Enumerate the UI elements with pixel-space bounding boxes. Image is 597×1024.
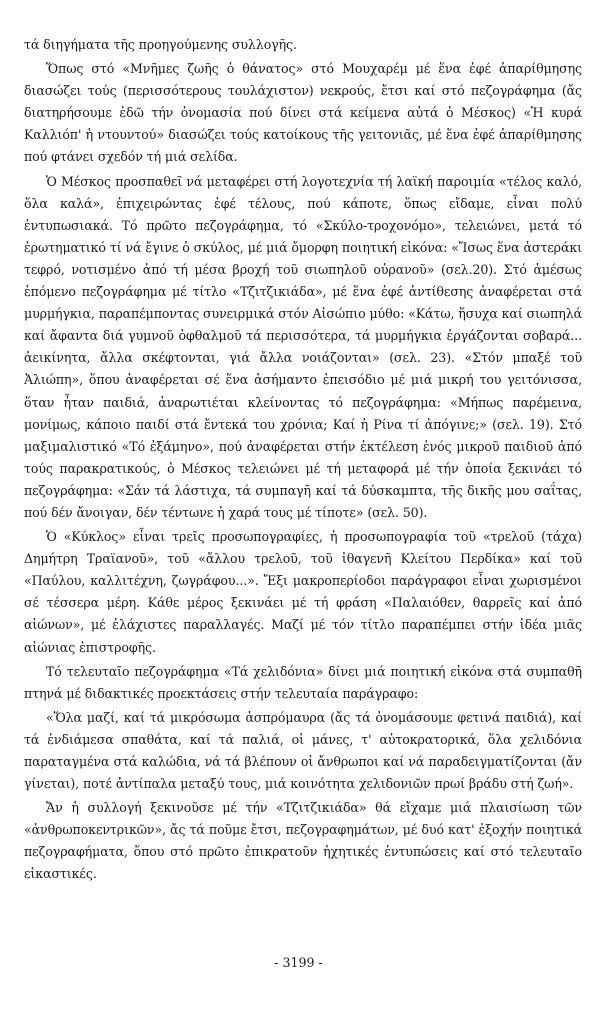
paragraph-chelidonia-quote: «Ὅλα μαζί, καί τά μικρόσωμα ἀσπρόμαυρα (ἄς τά ὀνομάσουμε φετινά παιδιά), καί τά ἐνδιάμεσα σπαθάτα, καί τά παλιά, οἱ μάνες, τ' αὐτοκρατορικά, ὅλα χελιδόνια παραταγμένα στά καλώδια, νά τά βλέπουν οἱ ἄνθρωποι καί νά παραδειγματίζονται (ἄν γίνεται), ποτέ ἀντίπαλα μεταξύ τους, μιά κοινότητα χελιδονιῶν πρωί βράδυ στή ζωή». [24, 709, 582, 792]
paragraph-chelidonia-intro: Τό τελευταῖο πεζογράφημα «Τά χελιδόνια» δίνει μιά ποιητική εἰκόνα στά συμπαθῆ πτηνά μέ διδακτικές προεκτάσεις στήν τελευταία παράγραφο: [24, 663, 582, 701]
paragraph-continuation: τά διηγήματα τῆς προηγούμενης συλλογῆς. [24, 37, 297, 52]
paragraph-mnimes-zois: Ὅπως στό «Μνῆμες ζωῆς ὁ θάνατος» στό Μουχαρέμ μέ ἕνα ἐφέ ἀπαρίθμησης διασώζει τούς (περισσότερους τουλάχιστον) νεκρούς, ἔτσι καί στό πεζογράφημα (ἄς διατηρήσουμε ἐδῶ τήν ὀνομασία πού δίνει στά κείμενα αὐτά ὁ Μέσκος) «Ἡ κυρά Καλλιόπ' ἡ ντουντού» διασώζει τούς κατοίκους τῆς γειτονιᾶς, μέ ἕνα ἐφέ ἀπαρίθμησης πού φτάνει σχεδόν τή μιά σελίδα. [24, 61, 582, 165]
paragraph-kyklos: Ὁ «Κύκλος» εἶναι τρεῖς προσωπογραφίες, ἡ προσωπογραφία τοῦ «τρελοῦ (τάχα) Δημήτρη Τραϊανοῦ», τοῦ «ἄλλου τρελοῦ, τοῦ ἰθαγενῆ Κλείτου Περδίκα» καί τοῦ «Παύλου, καλλιτέχνη, ζωγράφου...». Ἔξι μακροπερίοδοι παράγραφοι εἶναι χωρισμένοι σέ τέσσερα μέρη. Κάθε μέρος ξεκινάει μέ τή φράση «Παλαιόθεν, θαρρεῖς καί ἀπό αἰώνων», μέ ἐλάχιστες παραλλαγές. Μαζί μέ τόν τίτλο παραπέμπει στήν ἰδέα μιᾶς αἰώνιας ἐπιστροφῆς. [24, 529, 582, 655]
paragraph-telos-kalo: Ὁ Μέσκος προσπαθεῖ νά μεταφέρει στή λογοτεχνία τή λαϊκή παροιμία «τέλος καλό, ὅλα καλά», ἐπιχειρώντας ἐφέ τέλους, πού κάποτε, ὅπως εἴδαμε, εἶναι πολύ ἐντυπωσιακά. Τό πρῶτο πεζογράφημα, τό «Σκύλο-τροχονόμο», τελειώνει, μετά τό ἐρωτηματικό τί νά ἔγινε ὁ σκύλος, μέ μιά ὄμορφη ποιητική εἰκόνα: «Ἴσως ἕνα ἀστεράκι τεφρό, νοτισμένο ἀπό τή μέσα βροχή τοῦ σιωπηλοῦ οὐρανοῦ» (σελ.20). Στό ἀμέσως ἑπόμενο πεζογράφημα μέ τίτλο «Τζιτζικιάδα», μέ ἕνα ἐφέ ἀντίθεσης ἀναφέρεται στά μυρμήγκια, παραπέμποντας συνειρμικά στόν Αἰσώπιο μύθο: «Κάτω, ἥσυχα καί σιωπηλά καί ἄφαντα διά γυμνοῦ ὀφθαλμοῦ τά περισσότερα, τά μυρμήγκια ἐργάζονται σοβαρά... ἀεικίνητα, ἄλλα σκέφτονται, γιά ἄλλα νοιάζονται» (σελ. 23). «Στόν μπαξέ τοῦ Ἀλιώπη», ὅπου ἀναφέρεται σέ ἕνα ἀσήμαντο ἐπεισόδιο μέ μιά μικρή του γειτόνισσα, ὅταν ἦταν παιδιά, ἀναρωτιέται κλείνοντας τό πεζογράφημα: «Μήπως παρέμεινα, μονίμως, κάποιο παιδί στά ἔντεκά του χρόνια; Καί ἡ Ρίνα τί ἀπόγινε;» (σελ. 19). Στό μαξιμαλιστικό «Τό ἐξάμηνο», πού ἀναφέρεται στήν ἐκτέλεση ἑνός μικροῦ παιδιοῦ ἀπό τούς παρακρατικούς, ὁ Μέσκος τελειώνει μέ τή μεταφορά μέ τήν ὁποία ξεκινάει τό πεζογράφημα: «Σάν τά λάστιχα, τά συμπαγῆ καί τά δύσκαμπτα, τῆς δικῆς μου σαΐτας, πού δέν ἄνοιγαν, δέν τέντωνε ἡ χαρά τους μέ τίποτε» (σελ. 50). [24, 173, 582, 520]
page-number: - 3199 - [274, 955, 323, 970]
paragraph-conclusion: Ἄν ἡ συλλογή ξεκινοῦσε μέ τήν «Τζιτζικιάδα» θά εἴχαμε μιά πλαισίωση τῶν «ἀνθρωποκεντρικῶν», ἄς τά ποῦμε ἔτσι, πεζογραφημάτων, μέ δυό κατ' ἐξοχήν ποιητικά πεζογραφήματα, ὅπου στό πρῶτο ἐπικρατοῦν ἠχητικές ἐντυπώσεις καί στό τελευταῖο εἰκαστικές. [24, 800, 582, 882]
document-page [24, 34, 582, 888]
